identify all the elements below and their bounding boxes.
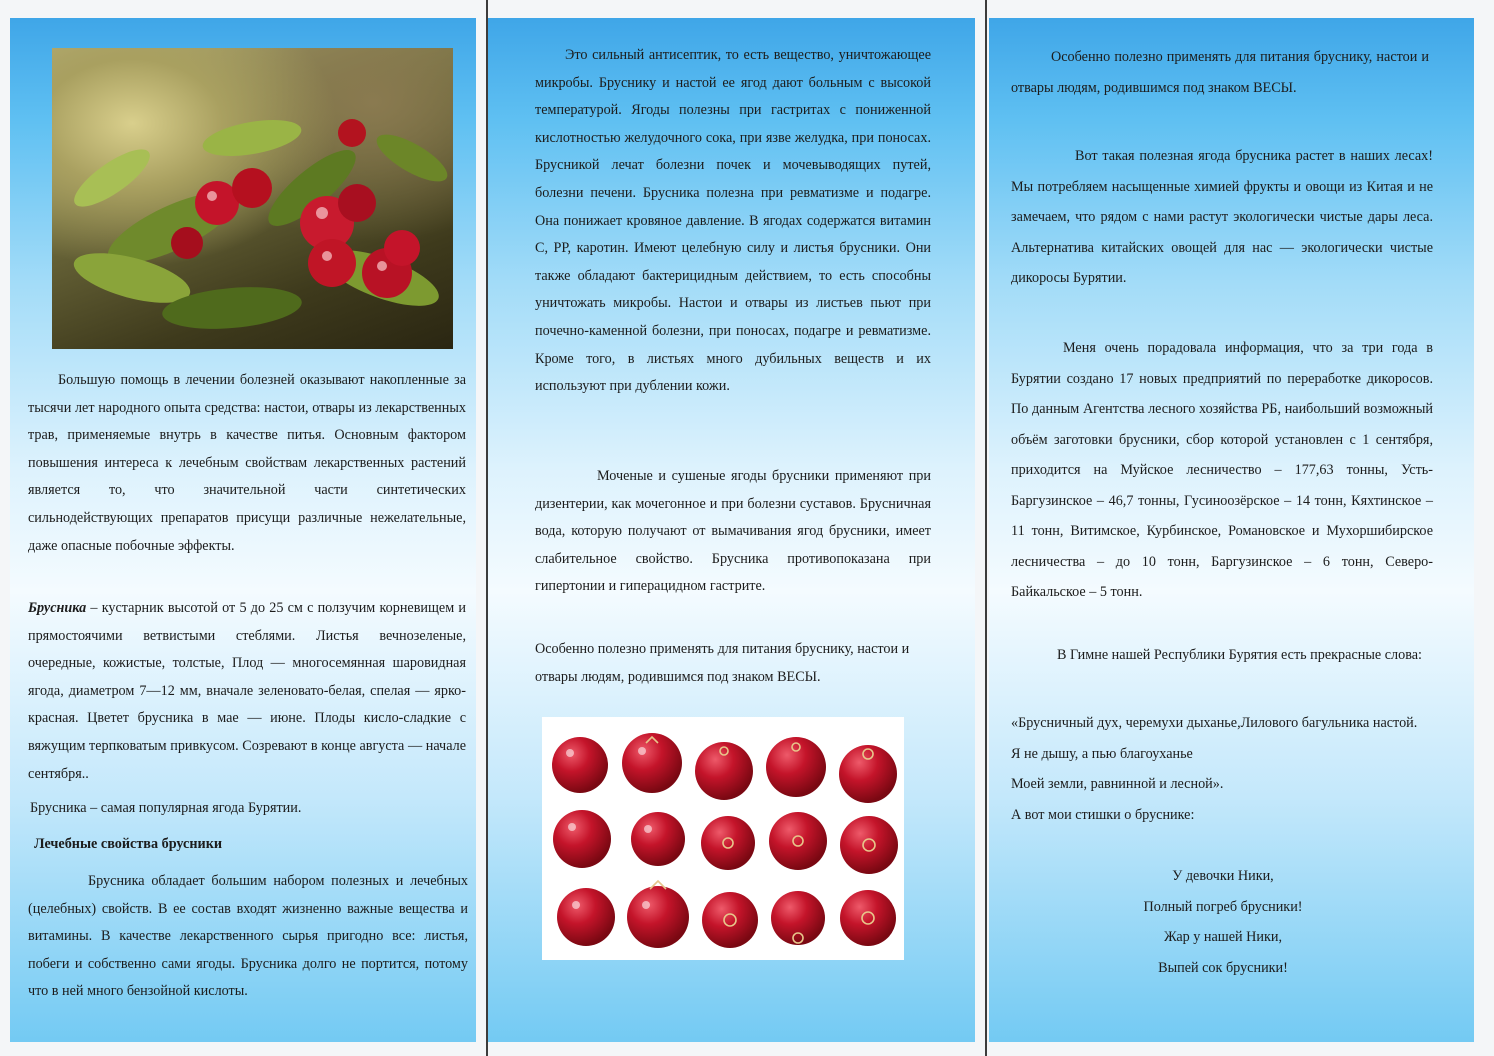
poem bbox=[1011, 861, 1435, 983]
intro-paragraph: Большую помощь в лечении болезней оказывают накопленные за тысячи лет народного опыта средства: настои, отвары из лекарственных трав, применяемые внутрь в качестве питья. Основным фактором повышения интереса к лечебным свойствам лекарственных растений является то, что значительной части синтетических сильнодействующих препаратов присущи различные нежелательные, даже опасные побочные эффекты. bbox=[28, 372, 466, 554]
description-body: – кустарник высотой от 5 до 25 см с ползучим корневищем и прямостоячими ветвистыми стеблями. Листья вечнозеленые, очередные, кожистые, толстые, Плод — многосемянная шаровидная ягода, диаметром 7—12 мм, вначале зеленовато-белая, спелая — ярко-красная. Цветет брусника в мае — июне. Плоды кисло-сладкие с вяжущим терпковатым привкусом. Созревают в конце августа — начале сентября.. bbox=[28, 600, 466, 782]
poem-line-4: Выпей сок брусники! bbox=[1158, 959, 1288, 976]
anthem-intro bbox=[1011, 640, 1433, 671]
libra-note-middle-text: Особенно полезно применять для питания бруснику, настои и отвары людям, родившимся под знаком ВЕСЫ. bbox=[535, 641, 910, 685]
harvest-paragraph: Меня очень порадовала информация, что за три года в Бурятии создано 17 новых предприятий по переработке дикоросов. По данным Агентства лесного хозяйства РБ, наибольший возможный объём заготовки брусники, сбор которой установлен с 1 сентября, приходится на Муйское лесничество – 177,63 тонны, Усть-Баргузинское – 46,7 тонны, Гусиноозёрское – 14 тонн, Кяхтинское – 11 тонн, Витимское, Курбинское, Романовское и Мухоршибирское лесничества – до 10 тонн, Баргузинское – 6 тонн, Северо-Байкальское – 5 тонн. bbox=[1011, 340, 1433, 600]
antiseptic-text bbox=[535, 42, 931, 401]
anthem-quote-line-3: Моей земли, равнинной и лесной». bbox=[1011, 776, 1224, 792]
anthem-quote-line-1: «Брусничный дух, черемухи дыханье,Лилового багульника настой. bbox=[1011, 715, 1418, 731]
intro-text bbox=[28, 367, 466, 560]
anthem-quote-line-2: Я не дышу, а пью благоуханье bbox=[1011, 745, 1193, 762]
forest-text bbox=[1011, 141, 1433, 294]
dried-berries-text bbox=[535, 463, 931, 601]
libra-note-middle bbox=[535, 636, 931, 691]
medicinal-text bbox=[28, 868, 468, 1006]
poem-line-3: Жар у нашей Ники, bbox=[1163, 929, 1283, 945]
lingonberry-branch-photo bbox=[52, 48, 453, 349]
antiseptic-paragraph: Это сильный антисептик, то есть вещество, уничтожающее микробы. Бруснику и настой ее ягод дают больным с высокой температурой. Ягоды полезны при гастритах с пониженной кислотностью желудочного сока, при язве желудка, при поносах. Брусникой лечат болезни почек и мочевыводящих путей, болезни печени. Брусника полезна при ревматизме и подагре. Она понижает кровяное давление. В ягодах содержатся витамин С, РР, каротин. Имеют целебную силу и листья брусники. Они также обладают бактерицидным действием, то есть способны уничтожать микробы. Настои и отвары из листьев пьют при почечно-каменной болезни, при поносах, подагре и ревматизме. Кроме того, в листьях много дубильных веществ и их используют при дублении кожи. bbox=[535, 47, 931, 395]
description-text bbox=[28, 595, 466, 788]
medicinal-heading: Лечебные свойства брусники bbox=[34, 836, 223, 852]
popular-note bbox=[30, 795, 468, 823]
poem-line-1: У девочки Ники, bbox=[1172, 868, 1274, 884]
poem-intro: А вот мои стишки о бруснике: bbox=[1011, 806, 1195, 823]
medicinal-paragraph: Брусника обладает большим набором полезных и лечебных (целебных) свойств. В ее состав входят жизненно важные вещества и витамины. В качестве лекарственного сырья пригодно все: листья, побеги и собственно сами ягоды. Брусника долго не портится, потому что в ней много бензойной кислоты. bbox=[28, 873, 468, 1000]
libra-note-right-text: Особенно полезно применять для питания бруснику, настои и отвары людям, родившимся под знаком ВЕСЫ. bbox=[1011, 49, 1429, 96]
description-paragraph bbox=[28, 595, 466, 788]
fold-line-1 bbox=[486, 0, 488, 1056]
poem-line-2: Полный погреб брусники! bbox=[1143, 898, 1303, 915]
anthem-quote bbox=[1011, 708, 1435, 830]
anthem-intro-text: В Гимне нашей Республики Бурятия есть прекрасные слова: bbox=[1057, 647, 1422, 663]
harvest-text bbox=[1011, 333, 1433, 608]
forest-paragraph: Вот такая полезная ягода брусника растет в наших лесах! Мы потребляем насыщенные химией фрукты и овощи из Китая и не замечаем, что рядом с нами растут экологически чистые дары леса. Альтернатива китайских овощей для нас — экологически чистые дикоросы Бурятии. bbox=[1011, 148, 1433, 286]
fold-line-2 bbox=[985, 0, 987, 1056]
berries-grid-photo bbox=[542, 717, 904, 960]
popular-note-text: Брусника – самая популярная ягода Бурятии. bbox=[30, 800, 302, 816]
dried-berries-paragraph: Моченые и сушеные ягоды брусники применяют при дизентерии, как мочегонное и при болезни суставов. Брусничная вода, которую получают от вымачивания ягод брусники, имеет слабительное свойство. Брусника противопоказана при гипертонии и гиперацидном гастрите. bbox=[535, 468, 931, 595]
medicinal-heading-block bbox=[34, 831, 472, 859]
lingonberry-branch-illustration bbox=[52, 48, 453, 349]
libra-note-right bbox=[1011, 42, 1429, 103]
berries-grid-illustration bbox=[542, 717, 904, 960]
brusnika-term: Брусника bbox=[28, 600, 87, 616]
